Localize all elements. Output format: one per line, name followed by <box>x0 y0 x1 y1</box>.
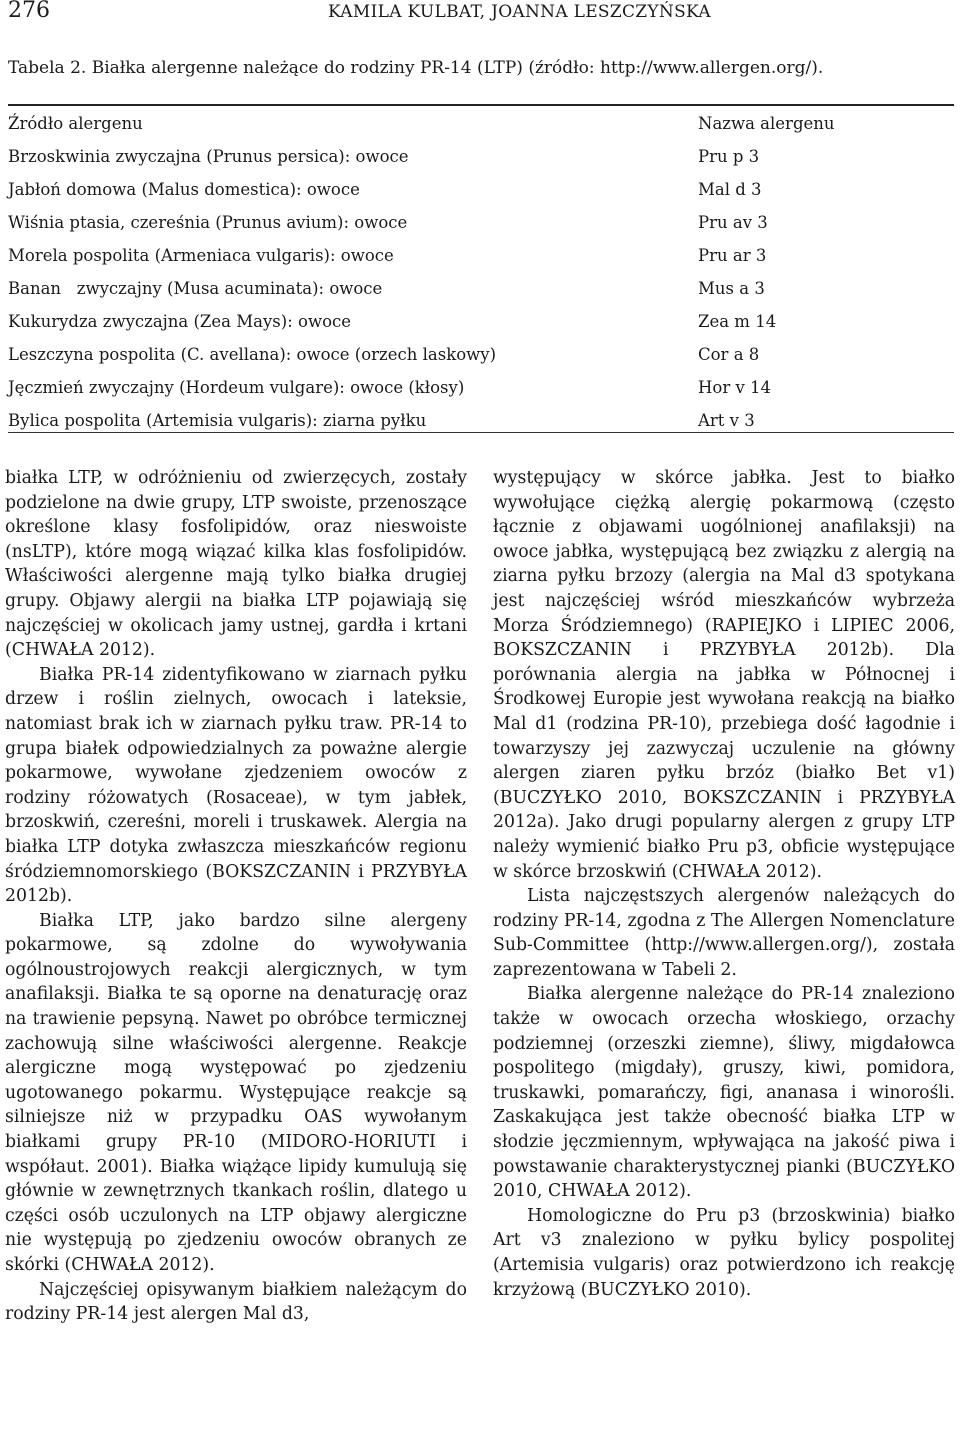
cell-name: Mus a 3 <box>698 279 765 298</box>
cell-source: Brzoskwinia zwyczajna (Prunus persica): owoce <box>8 147 409 166</box>
cell-name: Pru p 3 <box>698 147 760 166</box>
cell-name: Mal d 3 <box>698 180 762 199</box>
cell-source: Kukurydza zwyczajna (Zea Mays): owoce <box>8 312 352 331</box>
cell-source: Bylica pospolita (Artemisia vulgaris): ziarna pyłku <box>8 411 427 430</box>
paragraph: występujący w skórce jabłka. Jest to białko wywołujące ciężką alergię pokarmową (często łącznie z objawami uogólnionej anafilaksji) na owoce jabłka, występującą bez związku z alergią na ziarna pyłku brzozy (alergia na Mal d3 spotykana jest najczęściej wśród mieszkańców wybrzeża Morza Śródziemnego) (RAPIEJKO i LIPIEC 2006, BOKSZCZANIN i PRZYBYŁA 2012b). Dla porównania alergia na jabłka w Północnej i Środkowej Europie jest wywołana reakcją na białko Mal d1 (rodzina PR-10), przebiega dość łagodnie i towarzyszy jej zazwyczaj uczulenie na główny alergen ziaren pyłku brzóz (białko Bet v1) (BUCZYŁKO 2010, BOKSZCZANIN i PRZYBYŁA 2012a). Jako drugi popularny alergen z grupy LTP należy wymienić białko Pru p3, obficie występujące w skórce brzoskwiń (CHWAŁA 2012). <box>493 468 955 882</box>
running-head-authors: KAMILA KULBAT, JOANNA LESZCZYŃSKA <box>328 2 711 22</box>
table-row <box>8 205 954 238</box>
table-row <box>8 304 954 337</box>
cell-source: Wiśnia ptasia, czereśnia (Prunus avium): owoce <box>8 213 408 232</box>
paragraph: Białka LTP, jako bardzo silne alergeny pokarmowe, są zdolne do wywoływania ogólnoustrojowych reakcji alergicznych, w tym anafilaksji. Białka te są oporne na denaturację oraz na trawienie pepsyną. Nawet po obróbce termicznej zachowują silne właściwości alergenne. Reakcje alergiczne mogą występować po zjedzeniu ugotowanego pokarmu. Występujące reakcje są silniejsze niż w przypadku OAS wywołanym białkami grupy PR-10 (MIDORO-HORIUTI i współaut. 2001). Białka wiążące lipidy kumulują się głównie w zewnętrznych tkankach roślin, dlatego u części osób uczulonych na LTP objawy alergiczne nie występują po zjedzeniu owoców obranych ze skórki (CHWAŁA 2012). <box>5 910 467 1275</box>
running-header <box>8 0 952 24</box>
paragraph: Homologiczne do Pru p3 (brzoskwinia) białko Art v3 znaleziono w pyłku bylicy pospolitej (Artemisia vulgaris) oraz potwierdzono ich reakcję krzyżową (BUCZYŁKO 2010). <box>493 1205 955 1300</box>
cell-name: Zea m 14 <box>698 312 777 331</box>
table-row <box>8 337 954 370</box>
cell-name: Hor v 14 <box>698 378 772 397</box>
cell-source: Leszczyna pospolita (C. avellana): owoce (orzech laskowy) <box>8 345 497 364</box>
cell-source: Jęczmień zwyczajny (Hordeum vulgare): owoce (kłosy) <box>8 378 465 397</box>
paragraph: Lista najczęstszych alergenów należących do rodziny PR-14, zgodna z The Allergen Nomenclature Sub-Committee (http://www.allergen.org/), została zaprezentowana w Tabeli 2. <box>493 886 955 980</box>
cell-name: Pru ar 3 <box>698 246 767 265</box>
cell-name: Cor a 8 <box>698 345 760 364</box>
cell-name: Art v 3 <box>698 411 755 430</box>
table-row <box>8 139 954 172</box>
page-number: 276 <box>8 0 50 23</box>
cell-source: Jabłoń domowa (Malus domestica): owoce <box>8 180 360 199</box>
table-bottom-rule <box>8 432 954 433</box>
cell-name: Pru av 3 <box>698 213 768 232</box>
table-caption: Tabela 2. Białka alergenne należące do rodziny PR-14 (LTP) (źródło: http://www.allergen.org/). <box>8 58 824 78</box>
body-column-left <box>5 466 467 1327</box>
column-header-source: Źródło alergenu <box>8 114 143 133</box>
body-column-right <box>493 466 955 1302</box>
table-row <box>8 172 954 205</box>
paragraph: Białka PR-14 zidentyfikowano w ziarnach pyłku drzew i roślin zielnych, owocach i lateksie, natomiast brak ich w ziarnach pyłku traw. PR-14 to grupa białek odpowiedzialnych za poważne alergie pokarmowe, wywołane zjedzeniem owoców z rodziny różowatych (Rosaceae), w tym jabłek, brzoskwiń, czereśni, moreli i truskawek. Alergia na białka LTP dotyka zwłaszcza mieszkańców regionu śródziemnomorskiego (BOKSZCZANIN i PRZYBYŁA 2012b). <box>5 664 467 907</box>
paragraph: Białka alergenne należące do PR-14 znaleziono także w owocach orzecha włoskiego, orzachy podziemnej (orzeszki ziemne), śliwy, migdałowca pospolitego (migdały), gruszy, kiwi, pomidora, truskawki, pomarańczy, figi, ananasa i winorośli. Zaskakująca jest także obecność białka LTP w słodzie jęczmiennym, wpływająca na jakość piwa i powstawanie charakterystycznej pianki (BUCZYŁKO 2010, CHWAŁA 2012). <box>493 984 955 1202</box>
table-row <box>8 238 954 271</box>
cell-source: Banan zwyczajny (Musa acuminata): owoce <box>8 279 383 298</box>
column-header-name: Nazwa alergenu <box>698 114 835 133</box>
paragraph: białka LTP, w odróżnieniu od zwierzęcych, zostały podzielone na dwie grupy, LTP swoiste, przenoszące określone klasy fosfolipidów, oraz nieswoiste (nsLTP), które mogą wiązać kilka klas fosfolipidów. Właściwości alergenne mają tylko białka drugiej grupy. Objawy alergii na białka LTP pojawiają się najczęściej w okolicach jamy ustnej, gardła i krtani (CHWAŁA 2012). <box>5 468 467 661</box>
table-row <box>8 271 954 304</box>
table-row <box>8 370 954 403</box>
cell-source: Morela pospolita (Armeniaca vulgaris): owoce <box>8 246 394 265</box>
paragraph: Najczęściej opisywanym białkiem należącym do rodziny PR-14 jest alergen Mal d3, <box>5 1279 467 1325</box>
table-header-row <box>8 106 954 139</box>
allergen-table <box>8 106 954 436</box>
